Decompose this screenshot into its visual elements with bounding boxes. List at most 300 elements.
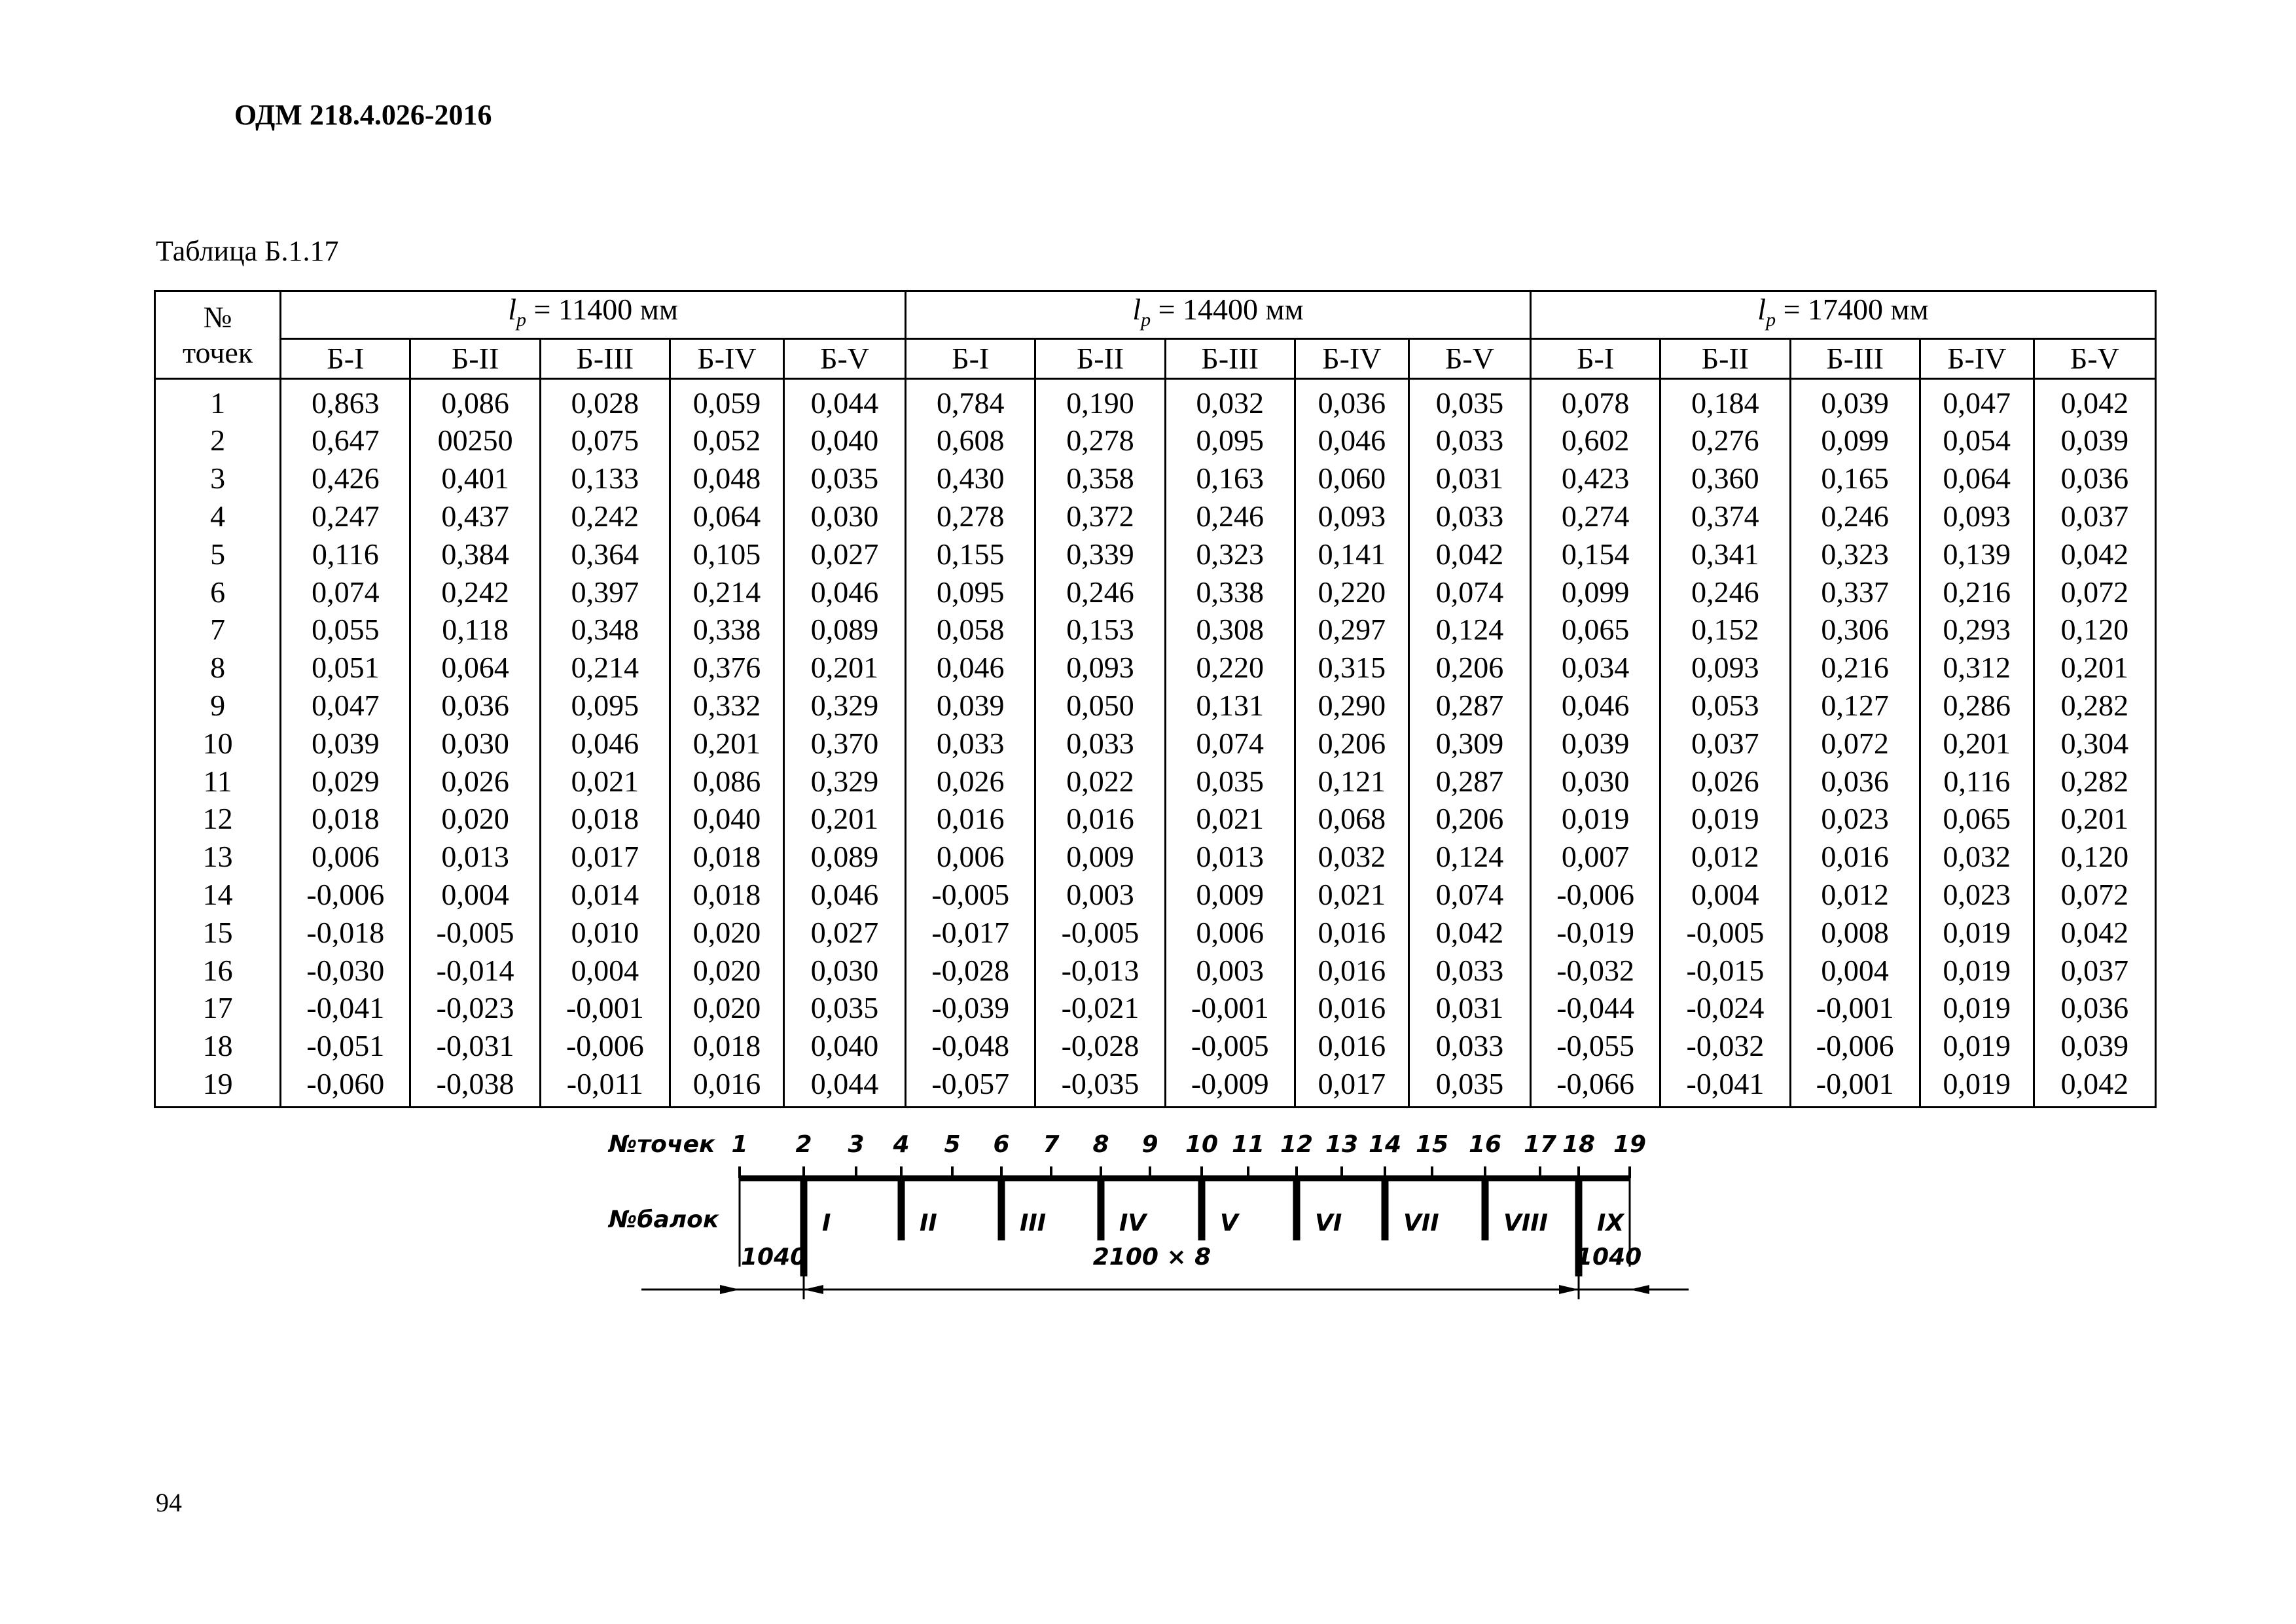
value-cell: 0,118 [410,611,540,649]
value-cell: 0,022 [1035,762,1165,800]
value-cell: 0,430 [906,460,1035,497]
value-cell: 0,124 [1408,838,1530,876]
value-cell: 0,201 [783,649,905,687]
value-cell: 0,036 [2034,460,2155,497]
value-cell: -0,006 [1531,876,1660,914]
table-row [155,913,2156,951]
value-cell: 0,047 [1920,379,2034,422]
value-cell: 0,242 [540,497,670,535]
point-number-cell: 5 [155,535,281,573]
table-body [155,379,2156,1108]
point-number-cell: 10 [155,724,281,762]
value-cell: 0,309 [1408,724,1530,762]
value-cell: 0,124 [1408,611,1530,649]
value-cell: 0,046 [783,573,905,611]
point-number-cell: 14 [155,876,281,914]
value-cell: 0,064 [410,649,540,687]
value-cell: 0,023 [1790,800,1920,838]
value-cell: 0,035 [783,460,905,497]
value-cell: 0,348 [540,611,670,649]
value-cell: 0,032 [1920,838,2034,876]
scheme-drawing [641,1131,1689,1299]
value-cell: 0,042 [2034,913,2155,951]
value-cell: 0,032 [1165,379,1295,422]
table-row [155,800,2156,838]
value-cell: 0,341 [1660,535,1790,573]
value-cell: -0,038 [410,1065,540,1108]
value-cell: 0,033 [1408,497,1530,535]
value-cell: 0,278 [906,497,1035,535]
value-cell: -0,057 [906,1065,1035,1108]
value-cell: 0,093 [1295,497,1408,535]
value-cell: 0,374 [1660,497,1790,535]
value-cell: 0,247 [281,497,410,535]
point-number-label: 7 [1043,1131,1060,1158]
value-cell: 0,042 [2034,1065,2155,1108]
table-row [155,649,2156,687]
points-label: №точек [609,1131,715,1158]
value-cell: 0,023 [1920,876,2034,914]
point-number-label: 9 [1141,1131,1158,1158]
value-cell: 0,035 [1408,1065,1530,1108]
beam-column-header: Б-II [410,339,540,379]
point-number-cell: 3 [155,460,281,497]
point-number-label: 19 [1613,1131,1647,1158]
beam-numeral-label: III [1020,1210,1047,1236]
value-cell: 0,047 [281,687,410,725]
group-header-3: $l_p = 17400$ мм [1531,291,2156,339]
value-cell: 0,046 [906,649,1035,687]
beam-numeral-label: IX [1597,1210,1624,1236]
beam-column-header: Б-II [1035,339,1165,379]
point-number-cell: 15 [155,913,281,951]
value-cell: 0,290 [1295,687,1408,725]
beam-column-header: Б-IV [1920,339,2034,379]
dim-right-label: 1040 [1576,1244,1642,1271]
value-cell: 0,016 [1295,913,1408,951]
value-cell: 0,046 [1295,422,1408,460]
value-cell: 0,021 [1295,876,1408,914]
dimension-arrow-mid-right [1559,1285,1579,1294]
value-cell: 0,360 [1660,460,1790,497]
point-number-label: 8 [1092,1131,1109,1158]
value-cell: 0,274 [1531,497,1660,535]
value-cell: 0,042 [1408,535,1530,573]
table-row [155,762,2156,800]
value-cell: 0,029 [281,762,410,800]
value-cell: 0,036 [2034,989,2155,1027]
value-cell: -0,066 [1531,1065,1660,1108]
value-cell: 0,338 [1165,573,1295,611]
value-cell: 0,214 [540,649,670,687]
value-cell: 0,358 [1035,460,1165,497]
value-cell: 0,007 [1531,838,1660,876]
value-cell: 0,044 [783,1065,905,1108]
value-cell: 0,059 [670,379,783,422]
beam-numeral-label: VII [1403,1210,1439,1236]
value-cell: 0,006 [281,838,410,876]
value-cell: 0,276 [1660,422,1790,460]
value-cell: 0,095 [1165,422,1295,460]
table-row [155,379,2156,422]
value-cell: -0,055 [1531,1027,1660,1065]
value-cell: 0,304 [2034,724,2155,762]
value-cell: 0,242 [410,573,540,611]
point-number-cell: 1 [155,379,281,422]
value-cell: 0,026 [906,762,1035,800]
point-header-line2: точек [182,335,253,369]
value-cell: 0,050 [1035,687,1165,725]
value-cell: 0,039 [2034,1027,2155,1065]
point-number-label: 6 [993,1131,1010,1158]
value-cell: 0,017 [1295,1065,1408,1108]
value-cell: -0,041 [1660,1065,1790,1108]
point-number-cell: 6 [155,573,281,611]
group-header-2: $l_p = 14400$ мм [906,291,1531,339]
value-cell: 0,423 [1531,460,1660,497]
value-cell: 0,040 [783,1027,905,1065]
value-cell: 0,037 [2034,497,2155,535]
value-cell: 0,206 [1408,800,1530,838]
value-cell: 0,040 [783,422,905,460]
value-cell: 0,042 [2034,379,2155,422]
value-cell: -0,001 [1790,1065,1920,1108]
value-cell: 0,201 [670,724,783,762]
point-header-line1: № [203,300,232,334]
value-cell: 0,120 [2034,611,2155,649]
value-cell: 0,072 [2034,573,2155,611]
table-row [155,876,2156,914]
value-cell: 0,308 [1165,611,1295,649]
value-cell: -0,006 [281,876,410,914]
value-cell: 0,046 [783,876,905,914]
beam-column-header: Б-I [281,339,410,379]
value-cell: 0,155 [906,535,1035,573]
value-cell: 0,013 [410,838,540,876]
value-cell: 0,286 [1920,687,2034,725]
table-row [155,989,2156,1027]
value-cell: 0,039 [1790,379,1920,422]
table-row [155,611,2156,649]
value-cell: 0,054 [1920,422,2034,460]
point-number-label: 18 [1562,1131,1596,1158]
value-cell: 0,030 [783,497,905,535]
value-cell: 0,131 [1165,687,1295,725]
value-cell: 0,030 [1531,762,1660,800]
value-cell: 0,014 [540,876,670,914]
point-number-cell: 13 [155,838,281,876]
point-number-label: 14 [1368,1131,1402,1158]
value-cell: 0,020 [670,951,783,989]
beams-label: №балок [609,1206,719,1233]
value-cell: 0,018 [670,838,783,876]
value-cell: 0,042 [2034,535,2155,573]
value-cell: 0,048 [670,460,783,497]
header-row-beams [155,339,2156,379]
value-cell: 0,127 [1790,687,1920,725]
value-cell: 0,033 [1408,1027,1530,1065]
value-cell: 0,009 [1165,876,1295,914]
value-cell: 0,044 [783,379,905,422]
value-cell: 0,046 [540,724,670,762]
value-cell: 0,426 [281,460,410,497]
group-header-1: $l_p = 11400$ мм [281,291,906,339]
value-cell: 0,206 [1295,724,1408,762]
value-cell: 0,017 [540,838,670,876]
value-cell: 0,784 [906,379,1035,422]
beam-column-header: Б-V [2034,339,2155,379]
value-cell: 0,008 [1790,913,1920,951]
value-cell: 0,139 [1920,535,2034,573]
dim-middle-label: 2100 × 8 [1092,1244,1211,1271]
value-cell: 0,016 [1295,1027,1408,1065]
value-cell: 0,246 [1165,497,1295,535]
value-cell: 0,297 [1295,611,1408,649]
value-cell: 0,036 [1790,762,1920,800]
table-row [155,1027,2156,1065]
point-number-label: 2 [795,1131,812,1158]
value-cell: 0,095 [540,687,670,725]
value-cell: 0,133 [540,460,670,497]
value-cell: 0,065 [1531,611,1660,649]
value-cell: 0,031 [1408,989,1530,1027]
value-cell: -0,017 [906,913,1035,951]
value-cell: -0,032 [1531,951,1660,989]
value-cell: -0,011 [540,1065,670,1108]
value-cell: 0,293 [1920,611,2034,649]
point-number-cell: 9 [155,687,281,725]
point-number-cell: 16 [155,951,281,989]
value-cell: 0,282 [2034,687,2155,725]
value-cell: 0,089 [783,838,905,876]
table-caption: Таблица Б.1.17 [156,235,339,267]
value-cell: 0,064 [670,497,783,535]
value-cell: 0,003 [1165,951,1295,989]
page-number: 94 [156,1488,182,1517]
value-cell: 0,384 [410,535,540,573]
value-cell: 0,060 [1295,460,1408,497]
point-number-cell: 19 [155,1065,281,1108]
value-cell: 0,339 [1035,535,1165,573]
value-cell: 0,116 [1920,762,2034,800]
point-number-label: 10 [1185,1131,1219,1158]
value-cell: 0,035 [1165,762,1295,800]
value-cell: 0,152 [1660,611,1790,649]
value-cell: 0,036 [410,687,540,725]
value-cell: 0,120 [2034,838,2155,876]
value-cell: -0,032 [1660,1027,1790,1065]
point-number-label: 5 [944,1131,961,1158]
value-cell: 0,037 [1660,724,1790,762]
coefficient-table [154,290,2157,1108]
point-number-cell: 4 [155,497,281,535]
beam-column-header: Б-I [1531,339,1660,379]
point-number-label: 4 [893,1131,910,1158]
value-cell: 0,214 [670,573,783,611]
value-cell: -0,001 [1790,989,1920,1027]
value-cell: 0,201 [783,800,905,838]
beam-column-header: Б-V [783,339,905,379]
value-cell: 0,647 [281,422,410,460]
value-cell: 0,099 [1790,422,1920,460]
table-row [155,422,2156,460]
point-number-label: 15 [1415,1131,1449,1158]
value-cell: -0,028 [1035,1027,1165,1065]
value-cell: 0,206 [1408,649,1530,687]
value-cell: 0,021 [1165,800,1295,838]
value-cell: -0,005 [906,876,1035,914]
value-cell: -0,051 [281,1027,410,1065]
point-number-cell: 11 [155,762,281,800]
value-cell: 0,201 [2034,649,2155,687]
dim-left-label: 1040 [741,1244,807,1271]
value-cell: -0,044 [1531,989,1660,1027]
point-number-cell: 2 [155,422,281,460]
value-cell: 0,030 [783,951,905,989]
table-row [155,497,2156,535]
value-cell: 0,018 [670,876,783,914]
value-cell: 0,016 [906,800,1035,838]
value-cell: -0,005 [1035,913,1165,951]
beam-column-header: Б-III [1165,339,1295,379]
table-row [155,573,2156,611]
value-cell: 0,338 [670,611,783,649]
value-cell: -0,015 [1660,951,1790,989]
value-cell: 0,190 [1035,379,1165,422]
value-cell: 0,201 [2034,800,2155,838]
value-cell: 0,019 [1920,951,2034,989]
value-cell: 0,004 [1660,876,1790,914]
value-cell: -0,005 [1165,1027,1295,1065]
point-number-label: 11 [1231,1131,1265,1158]
table-row [155,687,2156,725]
value-cell: 0,323 [1790,535,1920,573]
value-cell: -0,024 [1660,989,1790,1027]
table-row [155,535,2156,573]
dimension-arrow-right [1630,1285,1649,1294]
value-cell: 0,040 [670,800,783,838]
value-cell: 0,329 [783,762,905,800]
value-cell: 0,006 [1165,913,1295,951]
value-cell: 0,035 [1408,379,1530,422]
document-code: ОДМ 218.4.026-2016 [234,99,492,131]
point-number-header [155,291,281,379]
value-cell: 0,026 [1660,762,1790,800]
value-cell: 0,012 [1660,838,1790,876]
value-cell: 0,075 [540,422,670,460]
value-cell: 0,072 [1790,724,1920,762]
value-cell: 0,009 [1035,838,1165,876]
value-cell: 0,095 [906,573,1035,611]
value-cell: -0,030 [281,951,410,989]
value-cell: -0,041 [281,989,410,1027]
beam-numeral-label: VI [1315,1210,1342,1236]
value-cell: 0,329 [783,687,905,725]
table-row [155,460,2156,497]
value-cell: 0,086 [410,379,540,422]
value-cell: 0,016 [670,1065,783,1108]
value-cell: 0,153 [1035,611,1165,649]
value-cell: 0,401 [410,460,540,497]
value-cell: 0,216 [1920,573,2034,611]
value-cell: -0,039 [906,989,1035,1027]
value-cell: -0,023 [410,989,540,1027]
value-cell: 0,282 [2034,762,2155,800]
value-cell: 0,099 [1531,573,1660,611]
value-cell: 0,278 [1035,422,1165,460]
beam-column-header: Б-II [1660,339,1790,379]
value-cell: 0,116 [281,535,410,573]
value-cell: 0,074 [1408,876,1530,914]
value-cell: -0,005 [410,913,540,951]
value-cell: 0,021 [540,762,670,800]
value-cell: 0,376 [670,649,783,687]
value-cell: 0,287 [1408,687,1530,725]
point-number-cell: 8 [155,649,281,687]
value-cell: 0,033 [1408,422,1530,460]
value-cell: 0,163 [1165,460,1295,497]
value-cell: 0,033 [1035,724,1165,762]
beam-column-header: Б-IV [670,339,783,379]
value-cell: 0,370 [783,724,905,762]
value-cell: 0,018 [540,800,670,838]
value-cell: 0,039 [906,687,1035,725]
beam-numeral-label: IV [1119,1210,1147,1236]
value-cell: 0,074 [1408,573,1530,611]
value-cell: 0,033 [1408,951,1530,989]
beam-numeral-label: VIII [1503,1210,1549,1236]
value-cell: 0,033 [906,724,1035,762]
value-cell: 0,016 [1790,838,1920,876]
value-cell: 0,036 [1295,379,1408,422]
value-cell: 0,323 [1165,535,1295,573]
value-cell: 0,220 [1165,649,1295,687]
value-cell: 0,026 [410,762,540,800]
value-cell: 0,078 [1531,379,1660,422]
value-cell: 0,074 [1165,724,1295,762]
value-cell: 0,046 [1531,687,1660,725]
beam-column-header: Б-III [540,339,670,379]
value-cell: 0,074 [281,573,410,611]
point-number-cell: 18 [155,1027,281,1065]
value-cell: -0,006 [540,1027,670,1065]
value-cell: 0,058 [906,611,1035,649]
value-cell: 0,039 [2034,422,2155,460]
value-cell: 0,337 [1790,573,1920,611]
value-cell: 0,068 [1295,800,1408,838]
value-cell: 0,608 [906,422,1035,460]
value-cell: 0,121 [1295,762,1408,800]
beam-numeral-label: V [1220,1210,1238,1236]
value-cell: 0,019 [1660,800,1790,838]
value-cell: -0,001 [540,989,670,1027]
value-cell: 0,216 [1790,649,1920,687]
value-cell: -0,019 [1531,913,1660,951]
value-cell: 0,863 [281,379,410,422]
value-cell: 0,364 [540,535,670,573]
value-cell: 0,016 [1295,951,1408,989]
point-number-cell: 7 [155,611,281,649]
value-cell: 0,065 [1920,800,2034,838]
value-cell: 0,020 [670,989,783,1027]
value-cell: -0,013 [1035,951,1165,989]
value-cell: 0,019 [1920,989,2034,1027]
value-cell: 0,016 [1035,800,1165,838]
value-cell: 0,089 [783,611,905,649]
value-cell: 0,093 [1035,649,1165,687]
value-cell: 0,019 [1920,1027,2034,1065]
value-cell: 0,220 [1295,573,1408,611]
